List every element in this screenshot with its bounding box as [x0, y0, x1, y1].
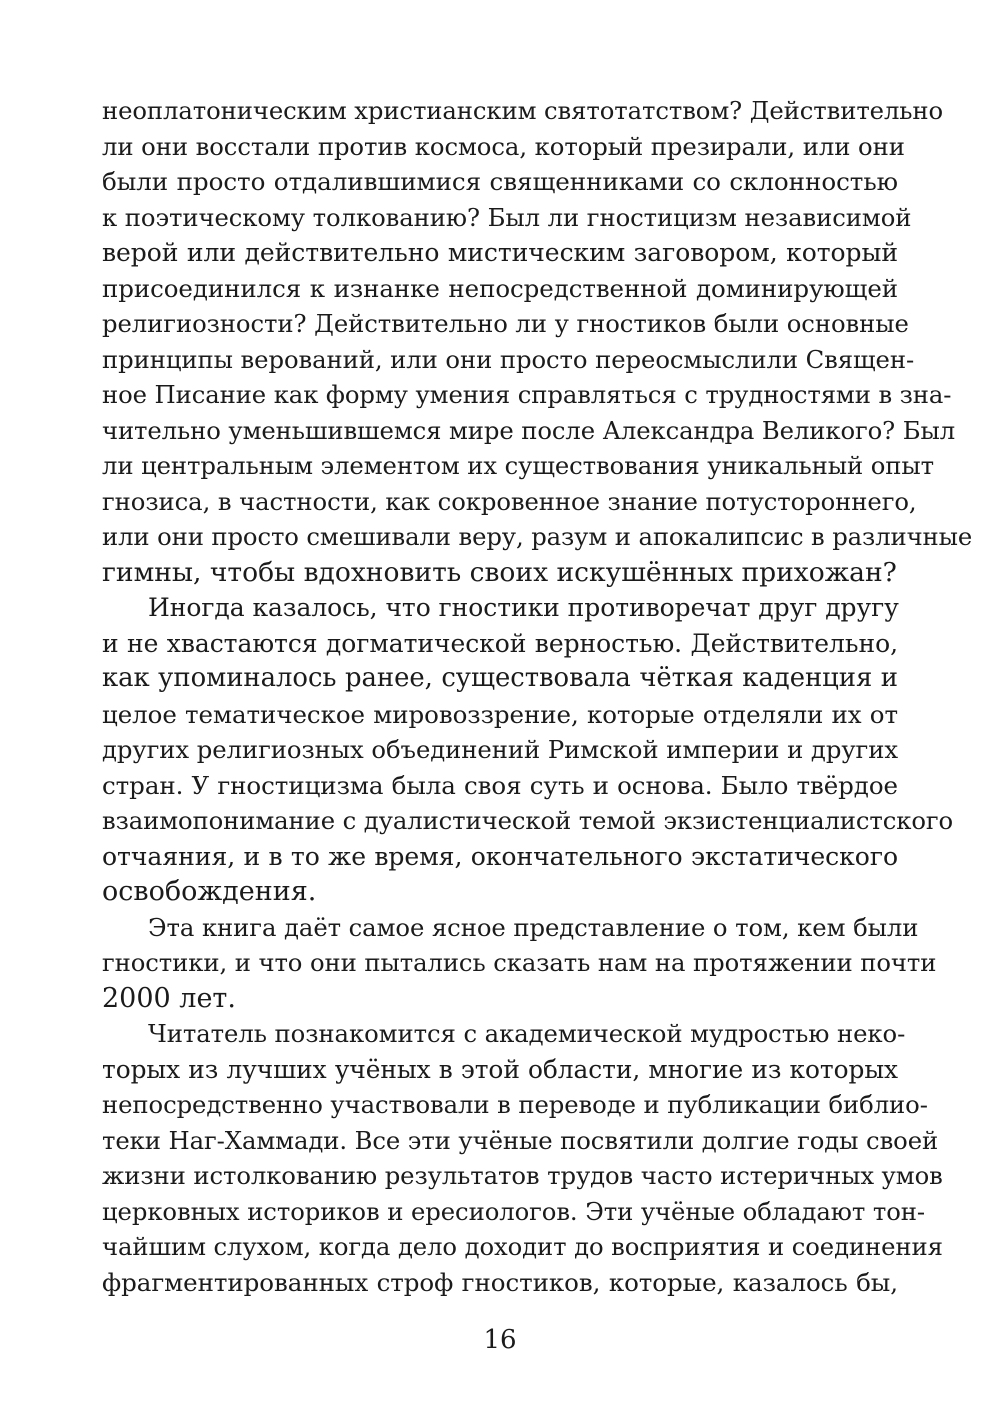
- text-line: Эта книга даёт самое ясное представление о том, кем были: [148, 912, 919, 942]
- text-line: чительно уменьшившемся мире после Александра Великого? Был: [102, 415, 956, 445]
- text-line: как упоминалось ранее, существовала чёткая каденция и: [102, 663, 898, 693]
- text-line: к поэтическому толкованию? Был ли гностицизм независимой: [102, 202, 912, 232]
- body-text: [102, 93, 973, 1300]
- text-line: ли центральным элементом их существования уникальный опыт: [102, 451, 935, 480]
- text-line: религиозности? Действительно ли у гностиков были основные: [102, 309, 909, 338]
- text-line: фрагментированных строф гностиков, которые, казалось бы,: [102, 1267, 898, 1297]
- text-line: стран. У гностицизма была своя суть и основа. Было твёрдое: [102, 770, 898, 800]
- text-line: и не хвастаются догматической верностью. Действительно,: [102, 628, 898, 658]
- text-line: целое тематическое мировоззрение, которые отделяли их от: [102, 699, 898, 729]
- text-line: верой или действительно мистическим заговором, который: [102, 238, 898, 267]
- text-line: присоединился к изнанке непосредственной доминирующей: [102, 273, 898, 303]
- text-line: торых из лучших учёных в этой области, многие из которых: [102, 1054, 898, 1084]
- text-line: 2000 лет.: [102, 982, 236, 1014]
- text-line: гностики, и что они пытались сказать нам на протяжении почти: [102, 948, 937, 977]
- text-line: гимны, чтобы вдохновить своих искушённых прихожан?: [102, 556, 897, 588]
- text-line: Читатель познакомится с академической мудростью неко-: [148, 1019, 906, 1048]
- text-line: непосредственно участвовали в переводе и публикации библио-: [102, 1090, 928, 1119]
- text-line: ное Писание как форму умения справляться с трудностями в зна-: [102, 380, 952, 409]
- text-line: неоплатоническим христианским святотатством? Действительно: [102, 96, 944, 125]
- text-line: Иногда казалось, что гностики противоречат друг другу: [148, 593, 899, 622]
- text-line: теки Наг-Хаммади. Все эти учёные посвятили долгие годы своей: [102, 1125, 939, 1155]
- text-line: принципы верований, или они просто переосмыслили Священ-: [102, 344, 915, 374]
- text-line: церковных историков и ересиологов. Эти учёные обладают тон-: [102, 1196, 926, 1226]
- text-line: отчаяния, и в то же время, окончательного экстатического: [102, 841, 898, 871]
- text-line: или они просто смешивали веру, разум и апокалипсис в различные: [102, 522, 973, 551]
- text-line: освобождения.: [102, 876, 317, 907]
- text-line: ли они восстали против космоса, который презирали, или они: [102, 131, 905, 161]
- text-line: других религиозных объединений Римской империи и других: [102, 735, 898, 764]
- text-line: чайшим слухом, когда дело доходит до восприятия и соединения: [102, 1232, 943, 1261]
- text-line: были просто отдалившимися священниками со склонностью: [102, 167, 898, 196]
- text-line: гнозиса, в частности, как сокровенное знание потустороннего,: [102, 486, 917, 516]
- page-number: 16: [483, 1325, 517, 1355]
- text-line: жизни истолкованию результатов трудов часто истеричных умов: [102, 1161, 943, 1190]
- text-line: взаимопонимание с дуалистической темой экзистенциалистского: [102, 806, 954, 835]
